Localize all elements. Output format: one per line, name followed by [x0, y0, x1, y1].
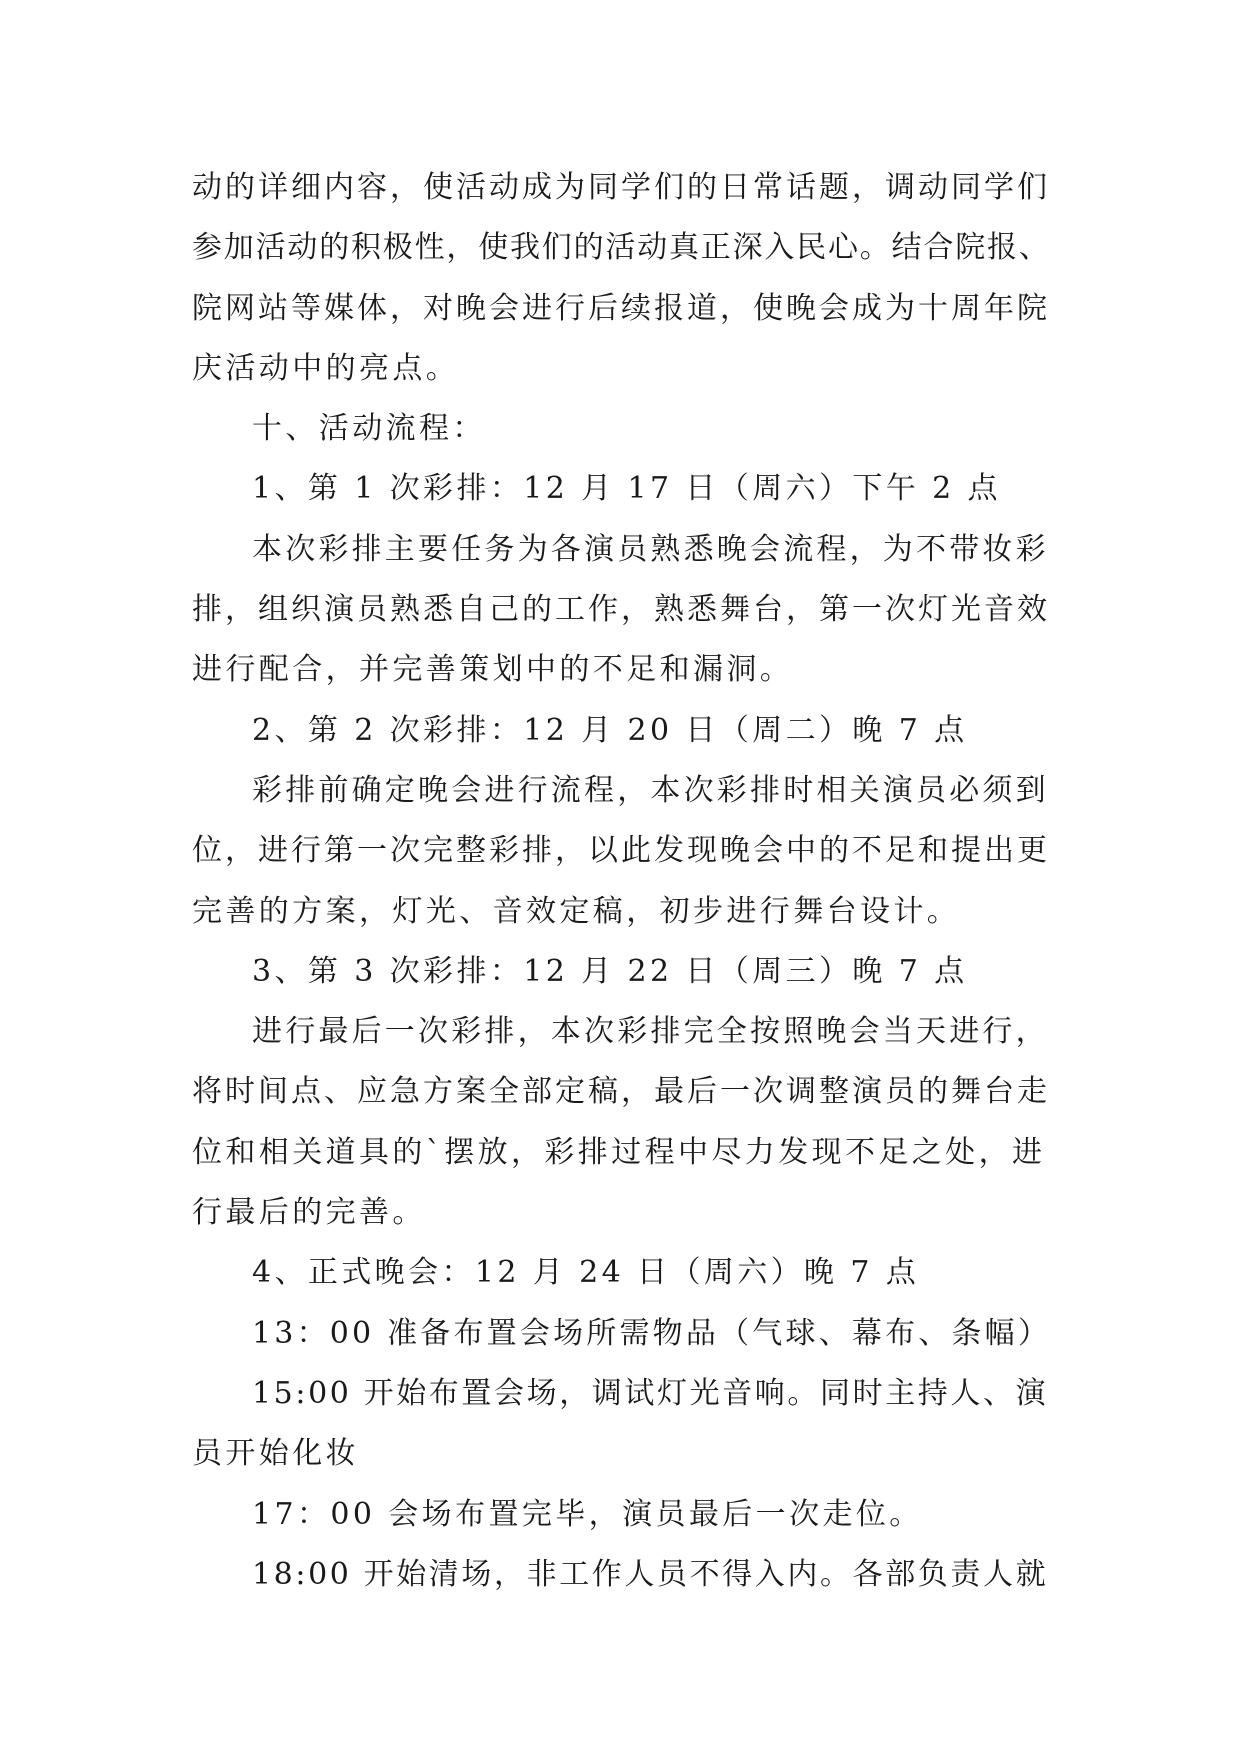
paragraph-line: 位和相关道具的`摆放，彩排过程中尽力发现不足之处，进: [192, 1134, 1046, 1170]
paragraph-line: 动的详细内容，使活动成为同学们的日常话题，调动同学们: [192, 170, 1050, 205]
paragraph-line: 行最后的完善。: [192, 1195, 426, 1231]
paragraph-line: 完善的方案，灯光、音效定稿，初步进行舞台设计。: [192, 893, 961, 929]
paragraph-line: 进行最后一次彩排，本次彩排完全按照晚会当天进行，: [252, 1014, 1049, 1050]
timeline-entry-continuation: 员开始化妆: [192, 1436, 359, 1472]
paragraph-line: 参加活动的积极性，使我们的活动真正深入民心。结合院报、: [192, 230, 1051, 266]
timeline-entry: 15:00 开始布置会场，调试灯光音响。同时主持人、演: [252, 1375, 1049, 1411]
paragraph-line: 位，进行第一次完整彩排，以此发现晚会中的不足和提出更: [192, 833, 1050, 869]
paragraph-line: 进行配合，并完善策划中的不足和漏洞。: [192, 652, 794, 688]
timeline-entry: 17：00 会场布置完毕，演员最后一次走位。: [252, 1496, 923, 1532]
schedule-item-heading: 3、第 3 次彩排：12 月 22 日（周三）晚 7 点: [252, 953, 968, 989]
section-heading: 十、活动流程：: [252, 411, 486, 447]
paragraph-line: 排，组织演员熟悉自己的工作，熟悉舞台，第一次灯光音效: [192, 592, 1050, 628]
document-page: [192, 158, 1052, 1605]
paragraph-line: 彩排前确定晚会进行流程，本次彩排时相关演员必须到: [252, 772, 1049, 808]
paragraph-line: 院网站等媒体，对晚会进行后续报道，使晚会成为十周年院: [192, 290, 1050, 326]
schedule-item-heading: 1、第 1 次彩排：12 月 17 日（周六）下午 2 点: [252, 471, 1001, 507]
timeline-entry: 18:00 开始清场，非工作人员不得入内。各部负责人就: [252, 1556, 1049, 1592]
schedule-item-heading: 4、正式晚会：12 月 24 日（周六）晚 7 点: [252, 1255, 920, 1291]
paragraph-line: 本次彩排主要任务为各演员熟悉晚会流程，为不带妆彩: [252, 531, 1049, 567]
schedule-item-heading: 2、第 2 次彩排：12 月 20 日（周二）晚 7 点: [252, 712, 968, 748]
timeline-entry: 13：00 准备布置会场所需物品（气球、幕布、条幅）: [252, 1315, 1052, 1351]
paragraph-line: 将时间点、应急方案全部定稿，最后一次调整演员的舞台走: [192, 1074, 1050, 1110]
paragraph-line: 庆活动中的亮点。: [192, 350, 460, 386]
